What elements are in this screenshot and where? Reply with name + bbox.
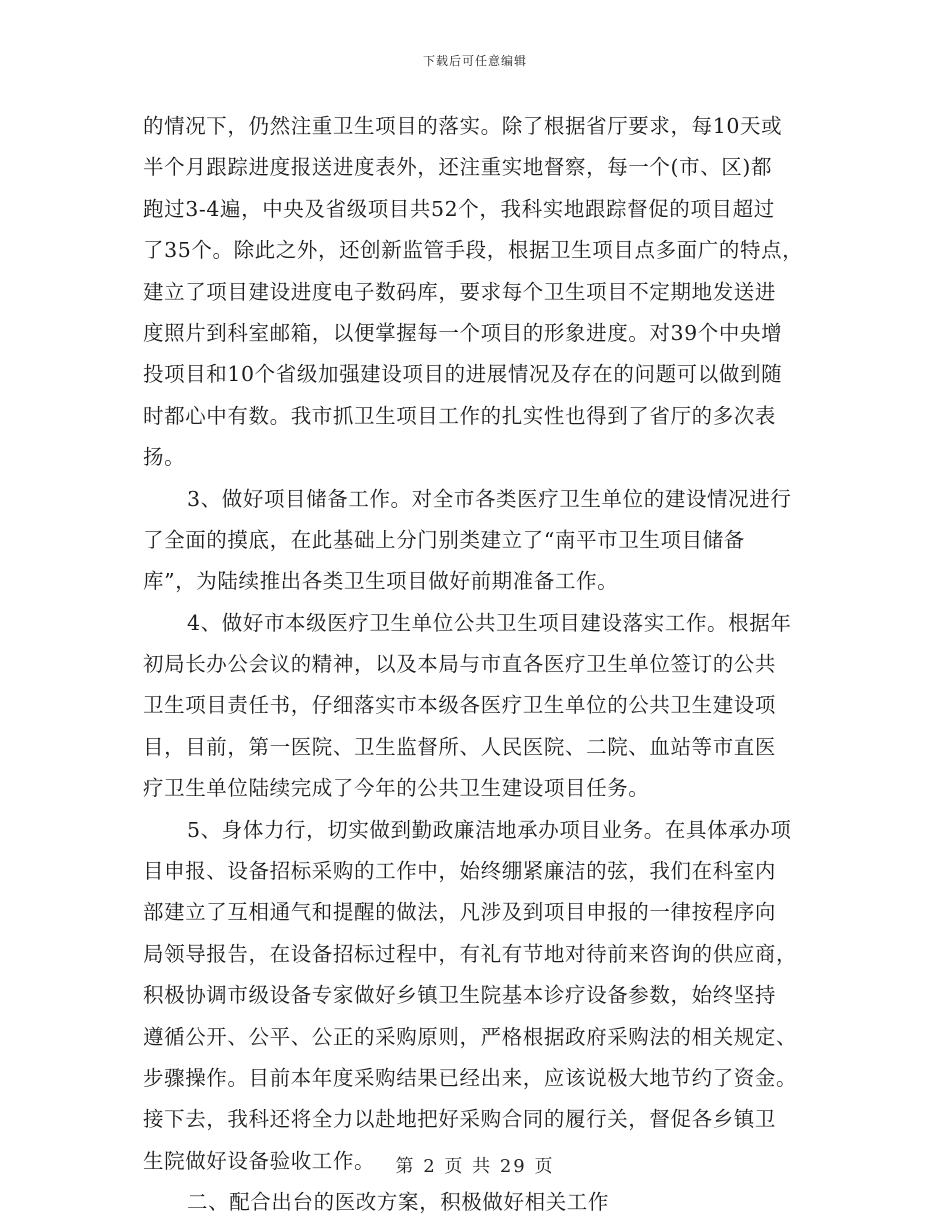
text-line: 建立了项目建设进度电子数码库，要求每个卫生项目不定期地发送进 <box>143 279 776 304</box>
text-line: 疗卫生单位陆续完成了今年的公共卫生建设项目任务。 <box>143 776 650 801</box>
text-line: 初局长办公会议的精神，以及本局与市直各医疗卫生单位签订的公共 <box>143 652 776 677</box>
text-line: 积极协调市级设备专家做好乡镇卫生院基本诊疗设备参数，始终坚持 <box>143 983 776 1008</box>
text-line: 生院做好设备验收工作。 <box>143 1148 376 1173</box>
page-header: 下载后可任意编辑 <box>422 54 527 68</box>
text-line: 度照片到科室邮箱，以便掌握每一个项目的形象进度。对39个中央增 <box>143 320 783 345</box>
text-line: 扬。 <box>143 445 186 470</box>
text-line: 目，目前，第一医院、卫生监督所、人民医院、二院、血站等市直医 <box>143 734 776 759</box>
text-line: 5、身体力行，切实做到勤政廉洁地承办项目业务。在具体承办项 <box>187 817 792 842</box>
text-line: 步骤操作。目前本年度采购结果已经出来，应该说极大地节约了资金。 <box>143 1065 798 1090</box>
page-footer: 第 2 页 共 29 页 <box>395 1156 555 1177</box>
text-line: 接下去，我科还将全力以赴地把好采购合同的履行关，督促各乡镇卫 <box>143 1107 776 1132</box>
text-line: 半个月跟踪进度报送进度表外，还注重实地督察，每一个(市、区)都 <box>143 155 773 180</box>
text-line: 了35个。除此之外，还创新监管手段，根据卫生项目点多面广的特点， <box>143 238 804 263</box>
text-line: 卫生项目责任书，仔细落实市本级各医疗卫生单位的公共卫生建设项 <box>143 693 776 718</box>
text-line: 时都心中有数。我市抓卫生项目工作的扎实性也得到了省厅的多次表 <box>143 403 776 428</box>
text-line: 投项目和10个省级加强建设项目的进展情况及存在的问题可以做到随 <box>143 362 783 387</box>
text-line: 库”，为陆续推出各类卫生项目做好前期准备工作。 <box>143 569 619 594</box>
text-line: 目申报、设备招标采购的工作中，始终绷紧廉洁的弦，我们在科室内 <box>143 859 776 884</box>
text-line: 二、配合出台的医改方案，积极做好相关工作 <box>187 1190 609 1215</box>
document-body <box>143 106 809 1224</box>
text-line: 部建立了互相通气和提醒的做法，凡涉及到项目申报的一律按程序向 <box>143 900 776 925</box>
text-line: 跑过3-4遍，中央及省级项目共52个，我科实地跟踪督促的项目超过 <box>143 196 775 221</box>
text-line: 的情况下，仍然注重卫生项目的落实。除了根据省厅要求，每10天或 <box>143 114 783 138</box>
text-line: 局领导报告，在设备招标过程中，有礼有节地对待前来咨询的供应商， <box>143 941 798 966</box>
text-line: 遵循公开、公平、公正的采购原则，严格根据政府采购法的相关规定、 <box>143 1024 798 1049</box>
text-line: 4、做好市本级医疗卫生单位公共卫生项目建设落实工作。根据年 <box>187 610 792 635</box>
text-line: 了全面的摸底，在此基础上分门别类建立了“南平市卫生项目储备 <box>143 527 745 552</box>
text-line: 3、做好项目储备工作。对全市各类医疗卫生单位的建设情况进行 <box>187 486 792 511</box>
